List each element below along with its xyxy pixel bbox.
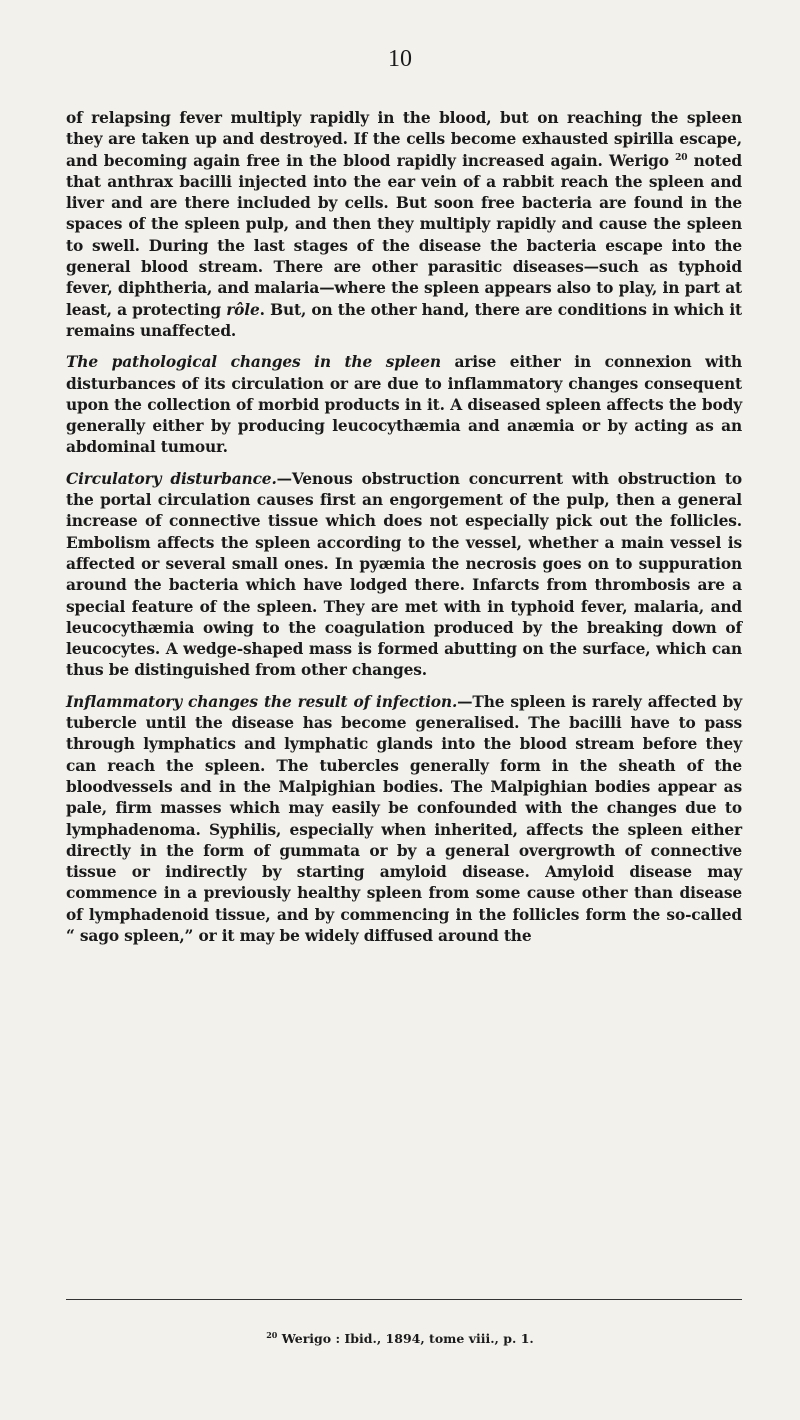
paragraph-1-italic-role: rôle bbox=[226, 300, 260, 319]
paragraph-3 bbox=[66, 469, 742, 682]
footnote-number: 20 bbox=[266, 1330, 278, 1340]
paragraph-3-heading: Circulatory disturbance. bbox=[66, 469, 277, 488]
paragraph-2 bbox=[66, 352, 742, 458]
paragraph-4-heading: Inflammatory changes the result of infection. bbox=[66, 692, 458, 711]
paragraph-2-heading: The pathological changes in the spleen bbox=[66, 353, 441, 372]
body-text bbox=[66, 108, 742, 957]
paragraph-2-text: arise either in connexion with disturbances of its circulation or are due to inflammatory changes consequent upon the collection of morbid products in it. A diseased spleen affects the body generally either by producing leucocythæmia and anæmia or by acting as an abdominal tumour. bbox=[66, 353, 742, 457]
page-number: 10 bbox=[388, 46, 412, 72]
paragraph-4-text: —The spleen is rarely affected by tubercle until the disease has become generalised. The bacilli have to pass through lymphatics and lymphatic glands into the blood stream before they can reach the spleen. The tubercles generally form in the sheath of the bloodvessels and in the Malpighian bodies. The Malpighian bodies appear as pale, firm masses which may easily be confounded with the changes due to lymphadenoma. Syphilis, especially when inherited, affects the spleen either directly in the form of gummata or by a general overgrowth of connective tissue or indirectly by starting amyloid disease. Amyloid disease may commence in a previously healthy spleen from some cause other than disease of lymphadenoid tissue, and by commencing in the follicles form the so-called “ sago spleen,” or it may be widely diffused around the bbox=[66, 692, 742, 945]
paragraph-1-text-b: noted that anthrax bacilli injected into the ear vein of a rabbit reach the spleen and liver and are there included by cells. But soon free bacteria are found in the spaces of the spleen pulp, and then they multiply rapidly and cause the spleen to swell. During the last stages of the disease the bacteria escape into the general blood stream. There are other parasitic diseases—such as typhoid fever, diphtheria, and malaria—where the spleen appears also to play, in part at least, a protecting bbox=[66, 151, 743, 319]
paragraph-4 bbox=[66, 692, 742, 948]
paragraph-1 bbox=[66, 108, 742, 342]
footnote-ref-20[interactable]: 20 bbox=[675, 152, 688, 163]
footnote bbox=[0, 1331, 800, 1346]
paragraph-1-text-a: of relapsing fever multiply rapidly in the blood, but on reaching the spleen they are taken up and destroyed. If the cells become exhausted spirilla escape, and becoming again free in the blood rapidly increased again. Werigo bbox=[66, 109, 742, 170]
footnote-divider bbox=[66, 1299, 742, 1300]
paragraph-3-text: —Venous obstruction concurrent with obstruction to the portal circulation causes first an engorgement of the pulp, then a general increase of connective tissue which does not especially pick out the follicles. Embolism affects the spleen according to the vessel, whether a main vessel is affected or several small ones. In pyæmia the necrosis goes on to suppuration around the bacteria which have lodged there. Infarcts from thrombosis are a special feature of the spleen. They are met with in typhoid fever, malaria, and leucocythæmia owing to the coagulation produced by the breaking down of leucocytes. A wedge-shaped mass is formed abutting on the surface, which can thus be distinguished from other changes. bbox=[66, 469, 742, 680]
paragraph-1-text-c: . But, on the other hand, there are conditions in which it remains unaffected. bbox=[66, 300, 742, 340]
footnote-text: Werigo : Ibid., 1894, tome viii., p. 1. bbox=[277, 1331, 534, 1346]
